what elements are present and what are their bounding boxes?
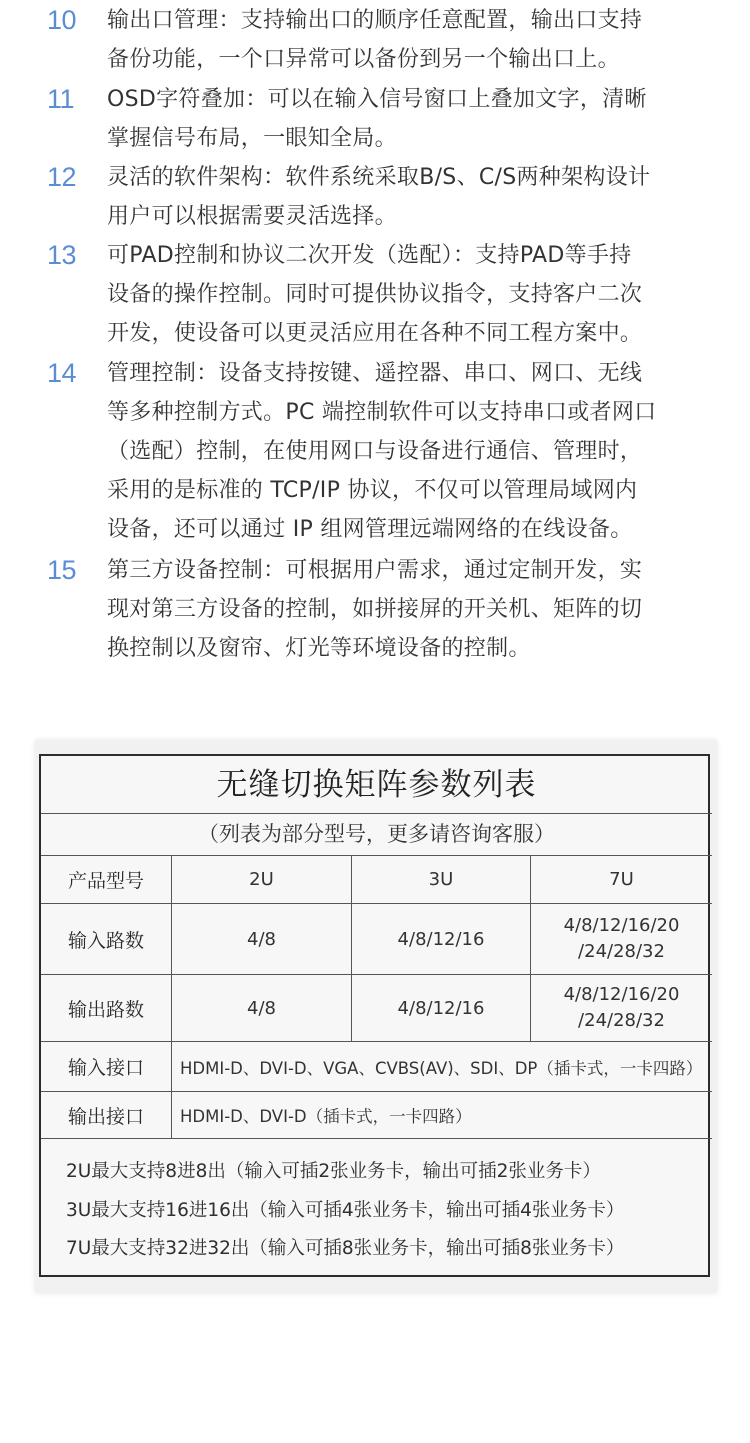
feature-text-line: 等多种控制方式。PC 端控制软件可以支持串口或者网口 xyxy=(107,400,657,425)
feature-item-10 xyxy=(0,1,750,79)
cell-3u: 4/8/12/16 xyxy=(352,975,531,1041)
note-line: 7U最大支持32进32出（输入可插8张业务卡，输出可插8张业务卡） xyxy=(66,1238,625,1259)
feature-number: 14 xyxy=(47,358,77,388)
spec-table xyxy=(39,754,710,1277)
feature-text-line: 备份功能，一个口异常可以备份到另一个输出口上。 xyxy=(107,47,620,72)
cell-2u: 4/8 xyxy=(172,904,352,974)
feature-text-line: （选配）控制，在使用网口与设备进行通信、管理时， xyxy=(107,439,643,464)
table-header-row xyxy=(41,856,712,904)
feature-text-line: OSD字符叠加：可以在输入信号窗口上叠加文字，清晰 xyxy=(107,87,647,112)
feature-text-line: 换控制以及窗帘、灯光等环境设备的控制。 xyxy=(107,636,531,661)
header-2u: 2U xyxy=(172,856,352,903)
table-subtitle-row xyxy=(41,814,712,856)
table-notes xyxy=(41,1139,708,1275)
cell-7u-line1: 4/8/12/16/20 xyxy=(563,915,680,936)
row-label: 输出路数 xyxy=(41,975,172,1041)
feature-number: 15 xyxy=(47,555,77,585)
table-row-inputs xyxy=(41,904,712,975)
cell-7u-line2: /24/28/32 xyxy=(578,1010,665,1031)
header-3u: 3U xyxy=(352,856,531,903)
feature-text-line: 第三方设备控制：可根据用户需求，通过定制开发，实 xyxy=(107,558,643,583)
row-label: 输入接口 xyxy=(41,1042,172,1091)
feature-text-line: 灵活的软件架构：软件系统采取B/S、C/S两种架构设计 xyxy=(107,165,651,190)
header-model: 产品型号 xyxy=(41,856,172,903)
feature-text-line: 开发，使设备可以更灵活应用在各种不同工程方案中。 xyxy=(107,321,643,346)
feature-number: 11 xyxy=(47,84,75,114)
feature-text-line: 采用的是标准的 TCP/IP 协议，不仅可以管理局域网内 xyxy=(107,478,638,503)
table-row-outputs xyxy=(41,975,712,1042)
feature-item-15 xyxy=(0,551,750,668)
feature-number: 12 xyxy=(47,162,77,192)
cell-2u: 4/8 xyxy=(172,975,352,1041)
output-interface-value: HDMI-D、DVI-D（插卡式，一卡四路） xyxy=(180,1107,472,1126)
input-interface-value: HDMI-D、DVI-D、VGA、CVBS(AV)、SDI、DP（插卡式，一卡四路） xyxy=(180,1058,703,1078)
row-label: 输入路数 xyxy=(41,904,172,974)
feature-text-line: 用户可以根据需要灵活选择。 xyxy=(107,204,397,229)
feature-number: 10 xyxy=(47,5,77,35)
note-line: 3U最大支持16进16出（输入可插4张业务卡，输出可插4张业务卡） xyxy=(66,1199,625,1221)
table-row-input-interface xyxy=(41,1042,712,1092)
feature-text-line: 设备的操作控制。同时可提供协议指令，支持客户二次 xyxy=(107,282,643,307)
table-subtitle: （列表为部分型号，更多请咨询客服） xyxy=(198,822,555,846)
feature-text-line: 设备，还可以通过 IP 组网管理远端网络的在线设备。 xyxy=(107,517,633,542)
feature-number: 13 xyxy=(47,240,77,270)
feature-item-12 xyxy=(0,158,750,236)
table-title: 无缝切换矩阵参数列表 xyxy=(216,767,537,803)
header-7u: 7U xyxy=(609,869,634,890)
feature-text-line: 可PAD控制和协议二次开发（选配）：支持PAD等手持 xyxy=(107,243,632,268)
cell-7u xyxy=(531,975,712,1041)
cell-7u-line1: 4/8/12/16/20 xyxy=(563,984,680,1005)
table-title-row xyxy=(41,756,712,814)
feature-text-line: 输出口管理：支持输出口的顺序任意配置，输出口支持 xyxy=(107,8,643,33)
feature-text-line: 现对第三方设备的控制，如拼接屏的开关机、矩阵的切 xyxy=(107,597,643,622)
cell-7u-line2: /24/28/32 xyxy=(578,941,665,962)
feature-item-13 xyxy=(0,236,750,353)
feature-item-14 xyxy=(0,354,750,549)
row-label: 输出接口 xyxy=(41,1092,172,1138)
feature-text-line: 掌握信号布局，一眼知全局。 xyxy=(107,126,397,151)
cell-7u xyxy=(531,904,712,974)
cell-3u: 4/8/12/16 xyxy=(352,904,531,974)
note-line: 2U最大支持8进8出（输入可插2张业务卡，输出可插2张业务卡） xyxy=(66,1161,601,1182)
table-row-output-interface xyxy=(41,1092,712,1139)
feature-item-11 xyxy=(0,80,750,158)
feature-text-line: 管理控制：设备支持按键、遥控器、串口、网口、无线 xyxy=(107,361,643,386)
